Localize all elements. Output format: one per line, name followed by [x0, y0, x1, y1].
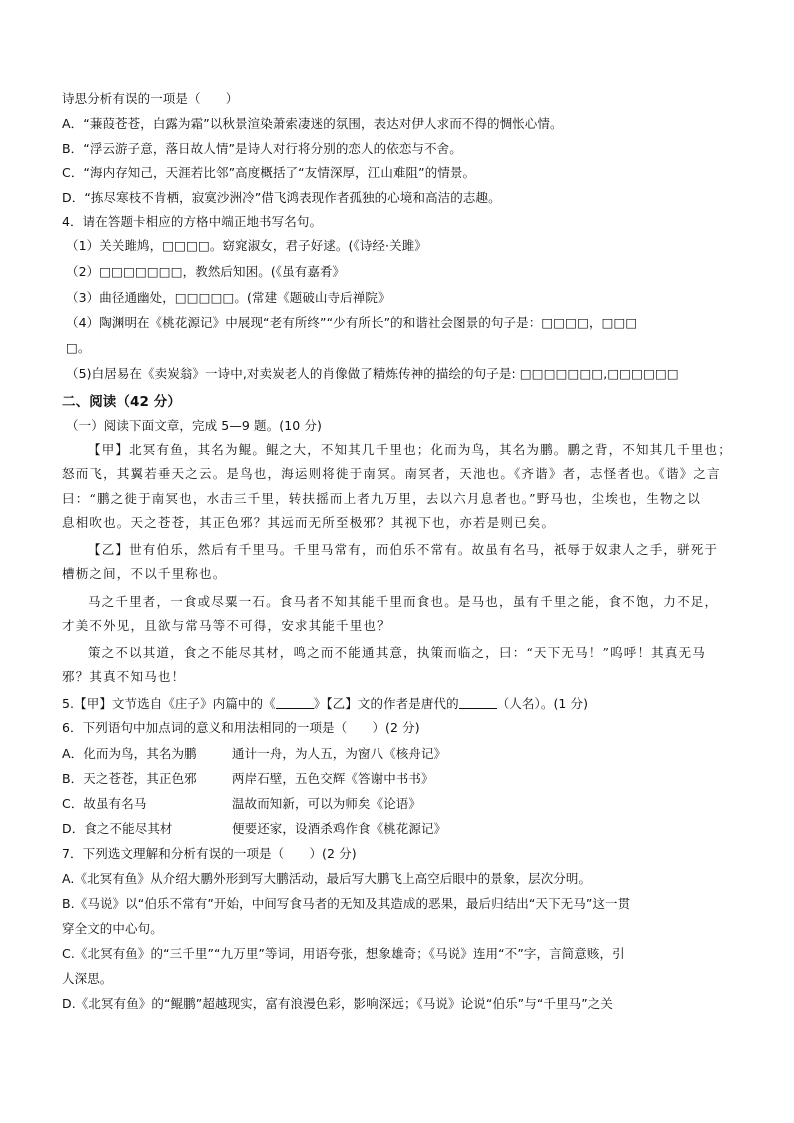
q7-option-c-continued: 人深思。 — [62, 971, 113, 986]
q7-option-a: A.《北冥有鱼》从介绍大鹏外形到写大鹏活动，最后写大鹏飞上高空后眼中的景象，层次分明。 — [62, 871, 592, 886]
passage-yi-para2-line1: 马之千里者，一食或尽粟一石。食马者不知其能千里而食也。是马也，虽有千里之能，食不饱，力不足， — [88, 594, 719, 609]
passage-jia-line1: 【甲】北冥有鱼，其名为鲲。鲲之大，不知其几千里也；化而为鸟，其名为鹏。鹏之背，不知其几千里也； — [88, 442, 732, 457]
q7-option-b: B.《马说》以“伯乐不常有”开始，中间写食马者的无知及其造成的恶果，最后归结出“天下无马”这一贯 — [62, 896, 631, 911]
q5-text-part2: 》【乙】文的作者是唐代的 — [313, 696, 459, 711]
q6-option-c-left: C．故虽有名马 — [62, 796, 147, 811]
q4-item-4-continued: □。 — [66, 340, 91, 355]
q5-line — [62, 696, 588, 712]
q3-option-c: C．“海内存知己，天涯若比邻”高度概括了“友情深厚，江山难阻”的情景。 — [62, 165, 476, 180]
q4-item-3: （3）曲径通幽处，□□□□□。(常建《题破山寺后禅院》 — [66, 290, 391, 305]
q7-option-c: C.《北冥有鱼》的“三千里”“九万里”等词，用语夸张，想象雄奇；《马说》连用“不”字，言简意赅，引 — [62, 946, 625, 961]
q6-stem: 6．下列语句中加点词的意义和用法相同的一项是（ ）(2 分) — [62, 720, 420, 735]
q7-option-b-continued: 穿全文的中心句。 — [62, 921, 163, 936]
passage-yi-para3-line1: 策之不以其道，食之不能尽其材，鸣之而不能通其意，执策而临之，曰：“天下无马！”呜呼！其真无马 — [88, 645, 706, 660]
q7-option-d: D.《北冥有鱼》的“鲲鹏”超越现实，富有浪漫色彩，影响深远；《马说》论说“伯乐”与“千里马”之关 — [62, 996, 614, 1011]
q4-item-2: （2）□□□□□□□，教然后知困。(《虽有嘉肴》 — [66, 264, 346, 279]
q5-blank-author[interactable] — [459, 696, 497, 709]
q3-stem-continued: 诗思分析有误的一项是（ ） — [62, 91, 239, 106]
q4-item-5: （5)白居易在《卖炭翁》一诗中,对卖炭老人的肖像做了精炼传神的描绘的句子是: □□□□□□□,□□□□□□ — [66, 366, 679, 381]
q6-option-b-right: 两岸石壁，五色交辉《答谢中书书》 — [232, 771, 434, 786]
q6-option-d-right: 便要还家，设酒杀鸡作食《桃花源记》 — [232, 821, 447, 836]
q6-option-c-right: 温故而知新，可以为师矣《论语》 — [232, 796, 422, 811]
q4-item-1: （1）关关雎鸠，□□□□。窈窕淑女，君子好逑。(《诗经·关雎》 — [66, 238, 427, 253]
q5-blank-chapter[interactable] — [276, 696, 314, 709]
q3-option-b: B．“浮云游子意，落日故人情”是诗人对行将分别的恋人的依恋与不舍。 — [62, 141, 462, 156]
q4-stem: 4．请在答题卡相应的方格中端正地书写名句。 — [62, 214, 323, 229]
passage-yi-para3-line2: 邪？其真不知马也！ — [62, 669, 186, 684]
passage-jia-line2: 怒而飞，其翼若垂天之云。是鸟也，海运则将徙于南冥。南冥者，天池也。《齐谐》者，志怪者也。《谐》之言 — [62, 466, 721, 481]
q6-option-b-left: B．天之苍苍，其正色邪 — [62, 771, 197, 786]
passage-yi-para2-line2: 才美不外见，且欲与常马等不可得，安求其能千里也？ — [62, 618, 391, 633]
passage-yi-line2: 槽枥之间，不以千里称也。 — [62, 566, 227, 581]
q5-text-part3: （人名）。(1 分) — [496, 696, 589, 711]
reading-part1-instructions: （一）阅读下面文章，完成 5—9 题。(10 分) — [66, 418, 322, 433]
q7-stem: 7．下列选文理解和分析有误的一项是（ ）(2 分) — [62, 846, 357, 861]
passage-jia-line4: 息相吹也。天之苍苍，其正色邪？其远而无所至极邪？其视下也，亦若是则已矣。 — [62, 515, 556, 530]
q6-option-a-left: A．化而为鸟，其名为鹏 — [62, 746, 197, 761]
q4-item-4: （4）陶渊明在《桃花源记》中展现“老有所终”“少有所长”的和谐社会图景的句子是：□□□□，□□□ — [66, 315, 638, 330]
passage-yi-line1: 【乙】世有伯乐，然后有千里马。千里马常有，而伯乐不常有。故虽有名马，祇辱于奴隶人之手，骈死于 — [88, 542, 719, 557]
q6-option-d-left: D．食之不能尽其材 — [62, 821, 173, 836]
passage-jia-line3: 曰：“鹏之徙于南冥也，水击三千里，转扶摇而上者九万里，去以六月息者也。”野马也，尘埃也，生物之以 — [62, 491, 702, 506]
q6-option-a-right: 通计一舟，为人五，为窗八《核舟记》 — [232, 746, 447, 761]
q5-text-part1: 5.【甲】文节选自《庄子》内篇中的《 — [62, 696, 276, 711]
q3-option-d: D．“拣尽寒枝不肯栖，寂寞沙洲冷”借飞鸿表现作者孤独的心境和高洁的志趣。 — [62, 190, 501, 205]
q3-option-a: A．“蒹葭苍苍，白露为霜”以秋景渲染萧索凄迷的氛围，表达对伊人求而不得的惆怅心情。 — [62, 116, 563, 131]
section-reading-heading: 二、阅读（42 分） — [62, 394, 181, 410]
